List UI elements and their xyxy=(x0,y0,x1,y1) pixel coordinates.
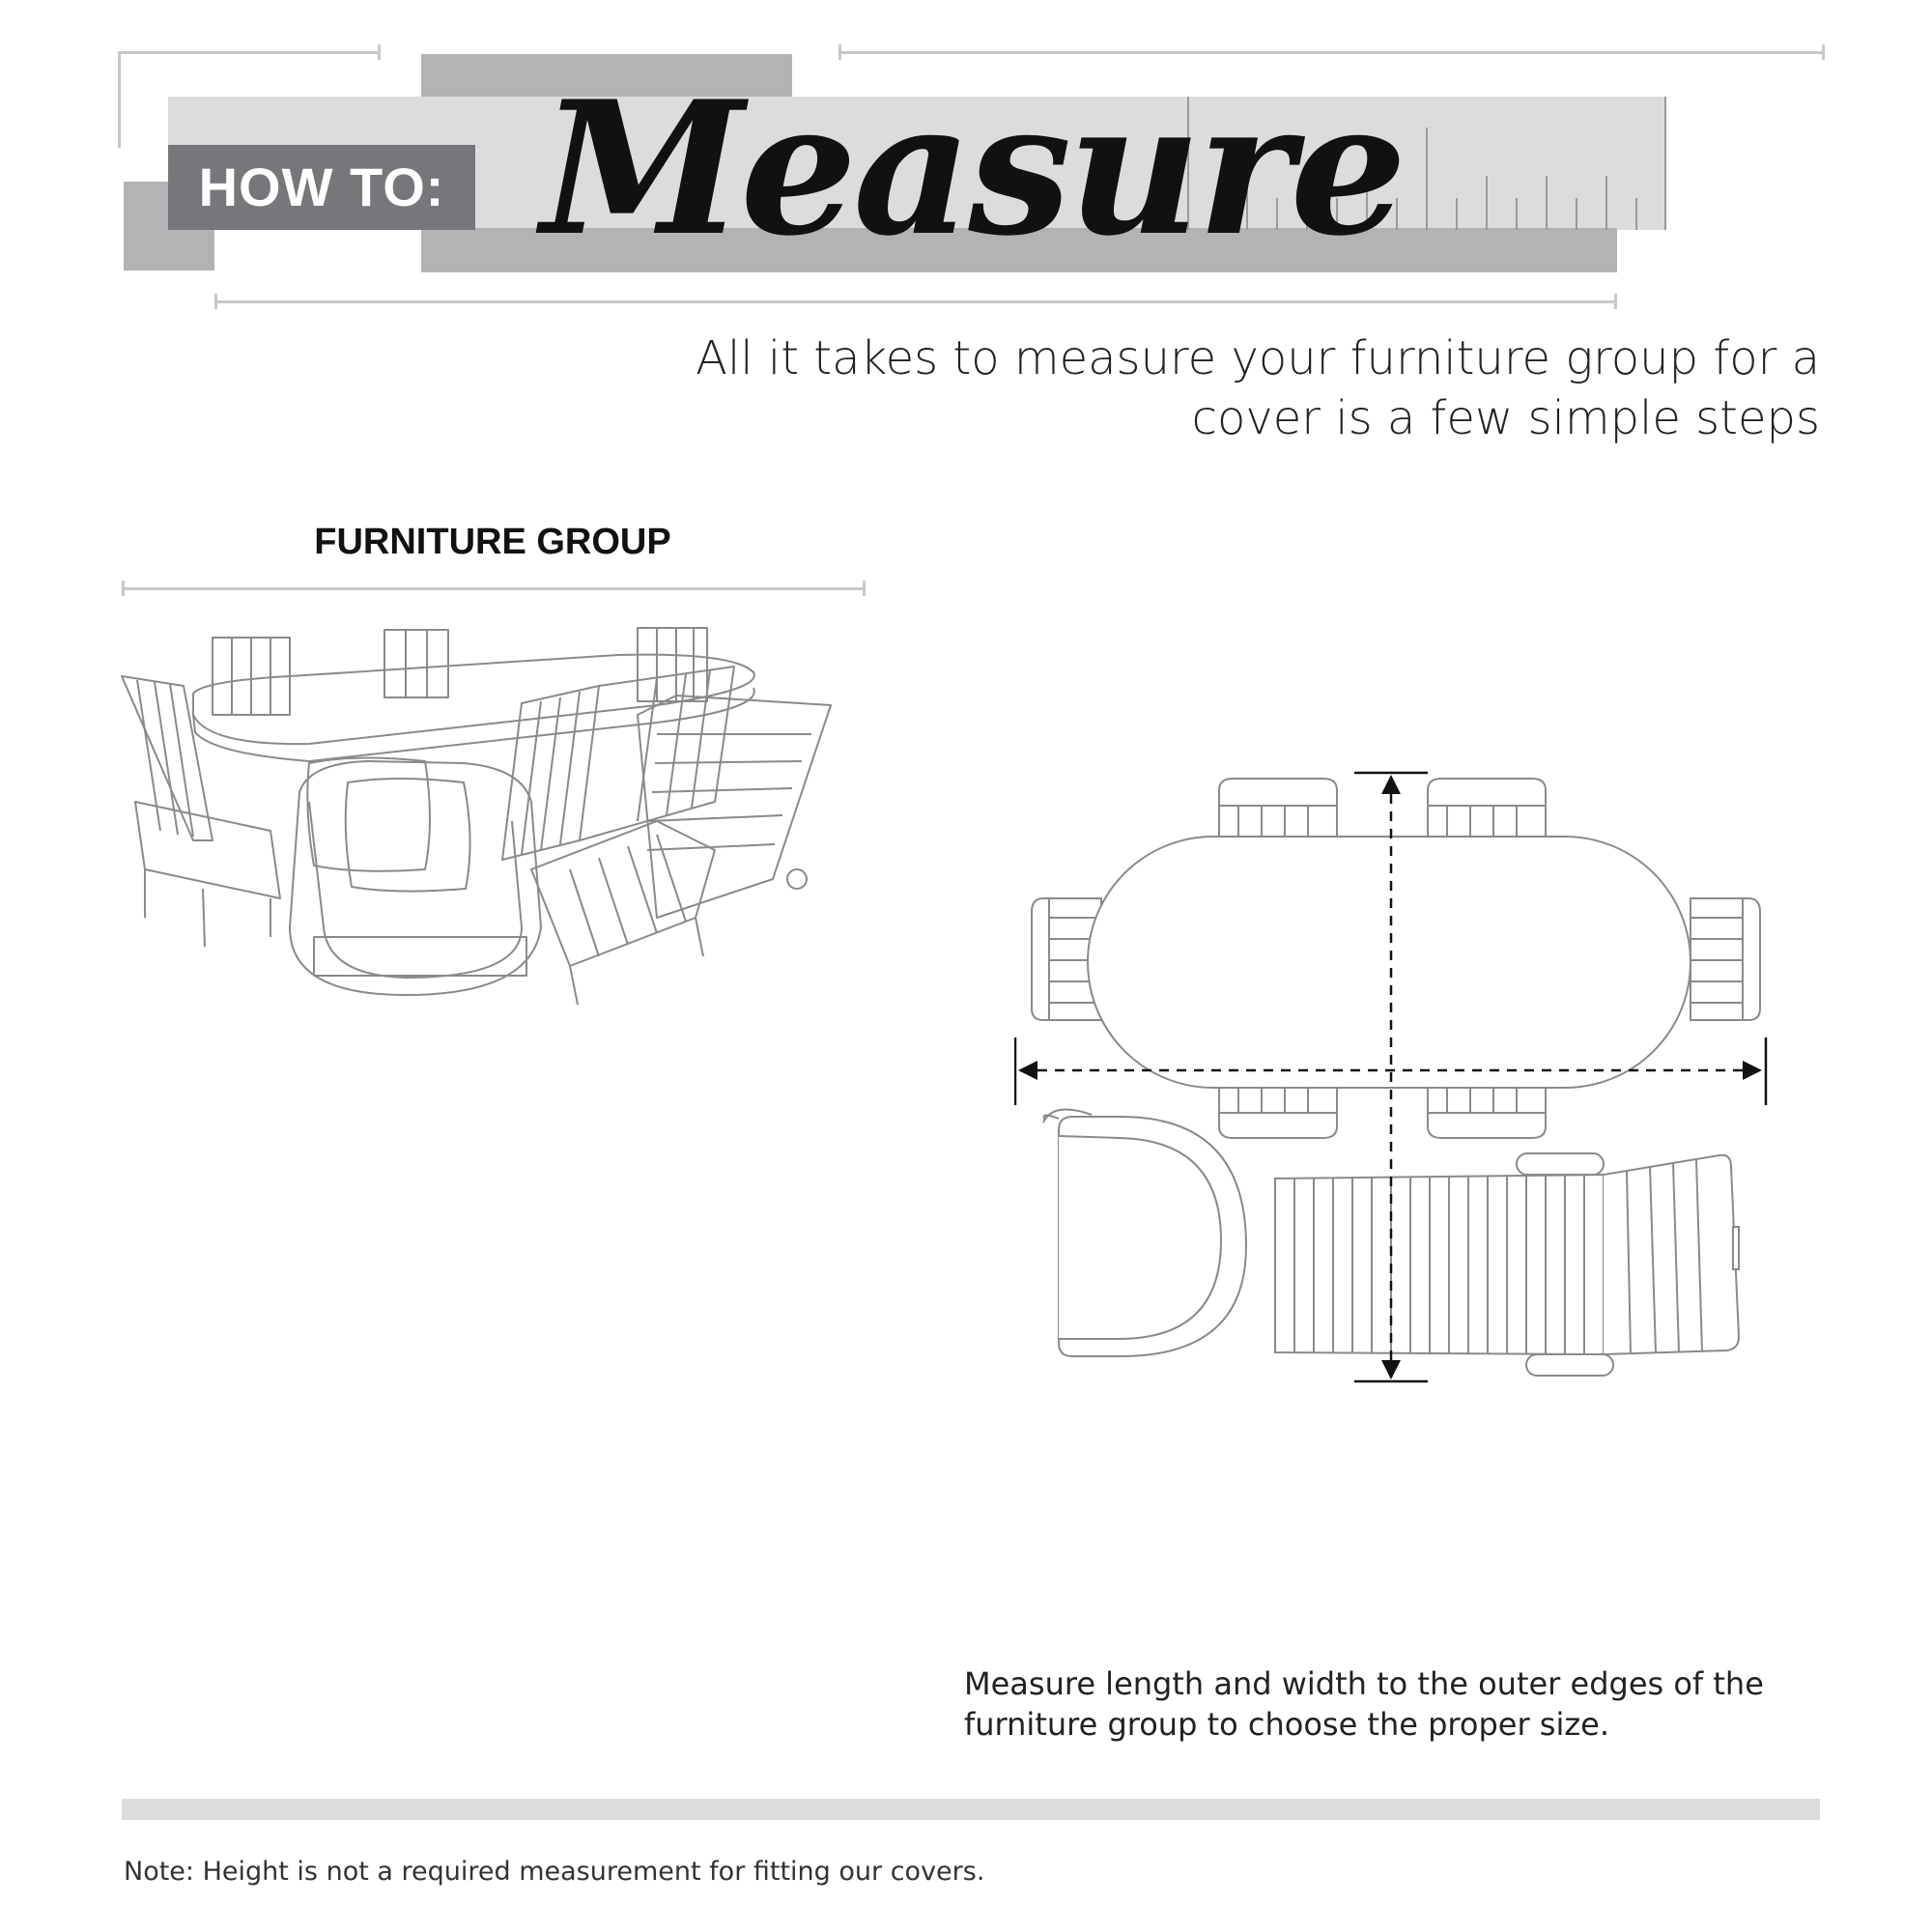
section-heading: FURNITURE GROUP xyxy=(314,522,671,562)
howto-label: HOW TO: xyxy=(168,145,475,230)
bracket-tick-bottom-b xyxy=(1614,294,1617,309)
bracket-line-left xyxy=(118,51,121,148)
top-view-diagram xyxy=(1014,763,1787,1401)
bracket-tick-top-right-a xyxy=(838,44,841,60)
page-title: Measure xyxy=(541,61,1404,276)
bracket-line-top-right xyxy=(838,51,1824,54)
instruction-text: Measure length and width to the outer edges of the furniture group to choose the proper size. xyxy=(964,1665,1764,1743)
bracket-tick-top-right-b xyxy=(1822,44,1825,60)
patio-dining-set-illustration xyxy=(116,609,869,1014)
bracket-line-top-left xyxy=(118,51,381,54)
footer-note: Note: Height is not a required measurement for fitting our covers. xyxy=(124,1857,985,1887)
subtitle: All it takes to measure your furniture group for a cover is a few simple steps xyxy=(696,331,1820,445)
footer-divider xyxy=(122,1799,1820,1820)
section-divider xyxy=(122,587,866,590)
bracket-line-bottom xyxy=(214,300,1617,303)
bracket-tick-bottom-a xyxy=(214,294,217,309)
section-divider-tick-right xyxy=(863,581,866,596)
section-divider-tick-left xyxy=(122,581,125,596)
bracket-tick-top-left xyxy=(378,44,381,60)
